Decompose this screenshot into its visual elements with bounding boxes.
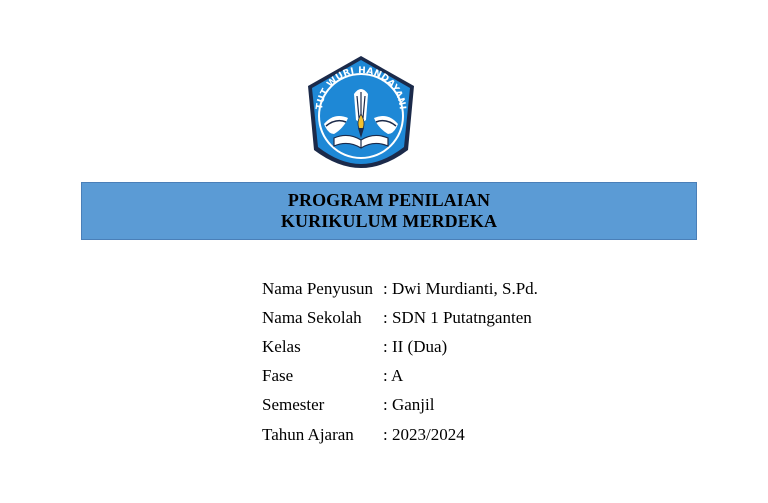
info-label: Nama Sekolah xyxy=(262,307,362,327)
info-label: Nama Penyusun xyxy=(262,278,373,298)
info-value: : 2023/2024 xyxy=(383,424,465,444)
info-value: : Dwi Murdianti, S.Pd. xyxy=(383,278,538,298)
title-banner xyxy=(81,182,697,240)
info-value: : A xyxy=(383,366,404,386)
info-row-fase xyxy=(262,362,538,391)
info-label: Tahun Ajaran xyxy=(262,424,354,444)
logo-motto-text: TUT WURI HANDAYANI xyxy=(314,65,407,111)
info-label: Fase xyxy=(262,366,294,386)
info-label: Kelas xyxy=(262,336,301,356)
info-row-semester xyxy=(262,391,538,420)
info-row-kelas xyxy=(262,332,538,361)
info-value: : Ganjil xyxy=(383,395,435,415)
author-info-block xyxy=(262,274,538,449)
title-line-2: KURIKULUM MERDEKA xyxy=(280,211,498,231)
info-row-sekolah xyxy=(262,303,538,332)
info-row-penyusun xyxy=(262,274,538,303)
title-line-1: PROGRAM PENILAIAN xyxy=(287,190,491,210)
tut-wuri-handayani-logo-icon xyxy=(304,54,418,170)
info-value: : SDN 1 Putatnganten xyxy=(383,307,532,327)
info-value: : II (Dua) xyxy=(383,336,448,356)
info-row-tahun-ajaran xyxy=(262,420,538,449)
info-label: Semester xyxy=(262,395,325,415)
